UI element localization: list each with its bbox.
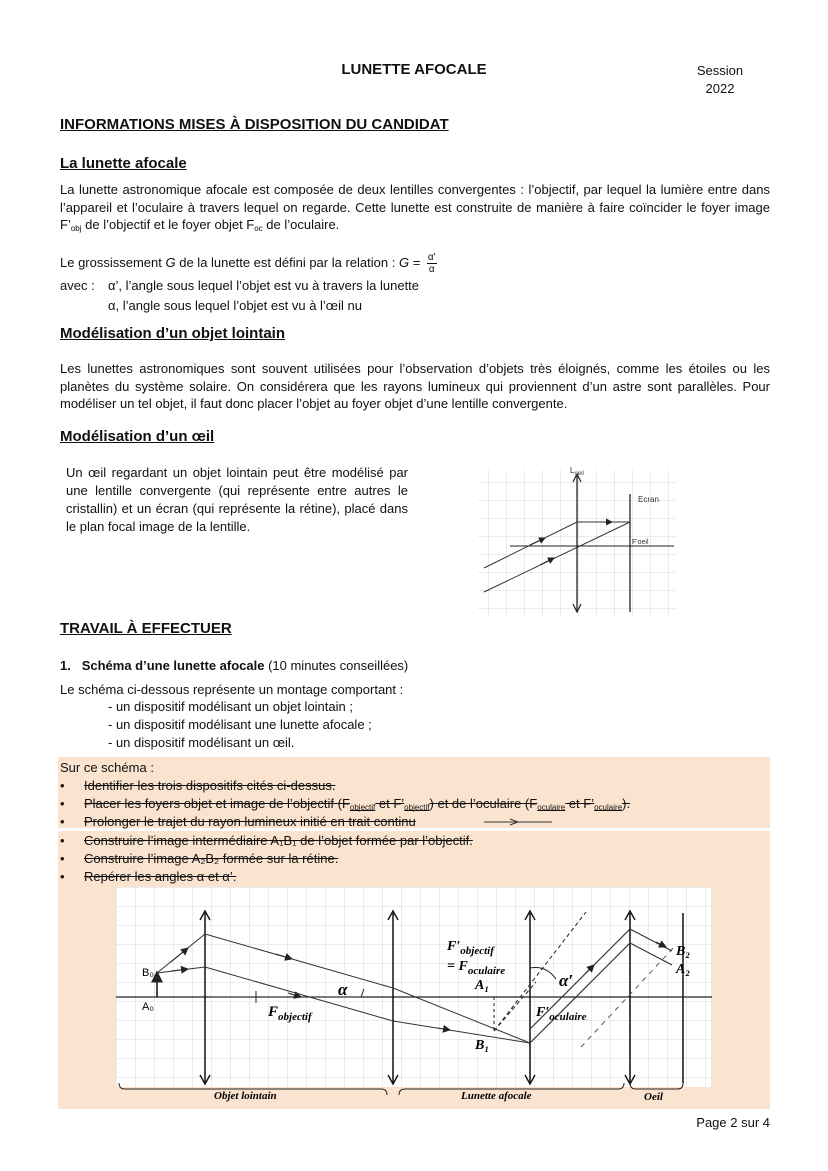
label-A1: A₁ [475, 978, 490, 993]
task-item [60, 850, 338, 869]
label-Fprime-objectif: $F'_{objectif}$ [447, 939, 494, 957]
task-text: ). [622, 796, 631, 811]
travail-heading: TRAVAIL À EFFECTUER [60, 620, 232, 637]
afocal-telescope-diagram [116, 887, 712, 1109]
subscript: objectif [404, 803, 430, 812]
formula-denominator: α [428, 264, 435, 276]
task-text: et F’ [565, 796, 595, 811]
screen-label: Ecran [638, 495, 659, 504]
label-B0: B₀ [142, 967, 154, 979]
text-part: de la lunette est défini par la relation : [175, 255, 399, 270]
subscript: oculaire [594, 803, 623, 812]
task-item [60, 832, 473, 851]
bullet-icon: • [60, 833, 65, 848]
task-item [60, 868, 236, 887]
label-oeil: Oeil [644, 1091, 663, 1103]
question-1-title [60, 658, 408, 673]
list-item: - un dispositif modélisant un objet lointain ; [108, 699, 353, 714]
label-lunette-afocale: Lunette afocale [461, 1090, 532, 1102]
label-strip [116, 1087, 712, 1109]
subscript: oc [254, 224, 263, 233]
intro-text: Le schéma ci-dessous représente un montage comportant : [60, 682, 404, 697]
label-A2: A₂ [676, 962, 691, 977]
formula-lhs: G = [398, 255, 424, 270]
session-year: 2022 [705, 81, 735, 96]
task-text: Identifier les trois dispositifs cités ci-dessus. [84, 778, 336, 793]
text-part: de l’objectif et le foyer objet F [81, 217, 255, 232]
session-label: Session [696, 63, 744, 78]
section-oeil-text: Un œil regardant un objet lointain peut être modélisé par une lentille convergente (qui représente entre autres le cristallin) et un écran (qui représente la rétine), placé dans le plan focal image de la lentille. [66, 465, 408, 534]
question-number: 1. [60, 658, 71, 673]
task-item [60, 813, 416, 832]
list-item: - un dispositif modélisant une lunette afocale ; [108, 717, 372, 732]
section-heading-lunette: La lunette afocale [60, 155, 187, 172]
variable-g: G [165, 255, 176, 270]
label-B1: B₁ [475, 1038, 490, 1053]
lens-label: $L_{oeil}$ [570, 466, 584, 477]
highlight-left [58, 887, 116, 1109]
eye-model-figure [470, 464, 678, 616]
grossissement-line [60, 250, 770, 276]
bullet-icon: • [60, 851, 65, 866]
section-lunette-text [60, 181, 770, 238]
session-block [678, 62, 762, 98]
bullet-icon: • [60, 869, 65, 884]
task-text: Placer les foyers objet et image de l’objectif (F [84, 796, 350, 811]
text-part: de l’oculaire. [262, 217, 340, 232]
question-time: (10 minutes conseillées) [264, 658, 409, 673]
task-text: et F’ [375, 796, 405, 811]
alpha-label: α [338, 980, 348, 999]
avec-label: avec : [60, 278, 95, 293]
sur-schema-label: Sur ce schéma : [60, 760, 154, 775]
label-A0: A₀ [142, 1001, 154, 1013]
document-title: LUNETTE AFOCALE [341, 61, 487, 78]
label-F-objectif: $F_{objectif}$ [268, 1004, 312, 1023]
label-B2: B₂ [676, 944, 691, 959]
task-item [60, 777, 335, 796]
task-text: Construire l’image A₂B₂ formée sur la rétine. [84, 851, 339, 866]
page-number: Page 2 sur 4 [696, 1115, 770, 1130]
label-Fprime-oculaire: $F'_{oculaire}$ [536, 1005, 587, 1023]
info-heading: INFORMATIONS MISES À DISPOSITION DU CANDIDAT [60, 116, 449, 133]
task-text: Construire l’image intermédiaire A₁B₁ de l’objet formée par l’objectif. [84, 833, 473, 848]
subscript: obj [70, 224, 82, 233]
text-part: Le grossissement [60, 255, 166, 270]
section-heading-objet: Modélisation d’un objet lointain [60, 325, 285, 342]
label-F-oculaire: = $F_{oculaire}$ [447, 959, 506, 977]
highlight-right [711, 887, 770, 1109]
question-title: Schéma d’une lunette afocale [81, 658, 265, 673]
section-objet-text: Les lunettes astronomiques sont souvent utilisées pour l’observation d’objets très éloignés, comme les étoiles ou les planètes du système solaire. On considérera que les rayons lumineux qui proviennent d’un astre sont parallèles. Pour modéliser un tel objet, il faut donc placer l’objet au foyer objet d’une lentille convergente. [60, 361, 770, 411]
continuous-ray-icon [482, 818, 554, 826]
bullet-icon: • [60, 778, 65, 793]
label-objet-lointain: Objet lointain [214, 1090, 277, 1102]
alpha-prime-definition: α’, l’angle sous lequel l’objet est vu à travers la lunette [108, 278, 420, 293]
task-text: ) et de l’oculaire (F [429, 796, 538, 811]
task-text: Prolonger le trajet du rayon lumineux initié en trait continu [84, 814, 416, 829]
subscript: objectif [349, 803, 376, 812]
formula-numerator: α' [427, 252, 436, 264]
bullet-icon: • [60, 814, 65, 829]
bullet-icon: • [60, 796, 65, 811]
focus-label: F'oeil [632, 539, 649, 546]
alpha-definition: α, l’angle sous lequel l’objet est vu à l’œil nu [108, 298, 362, 313]
list-item: - un dispositif modélisant un œil. [108, 735, 295, 750]
alpha-prime-label: α′ [559, 971, 574, 990]
section-heading-oeil: Modélisation d’un œil [60, 428, 215, 445]
subscript: oculaire [537, 803, 566, 812]
formula-fraction [427, 252, 437, 275]
task-text: Repérer les angles α et α’. [84, 869, 237, 884]
text-part: La lunette astronomique afocale est composée de deux lentilles convergentes : l’objectif, par lequel la lumière entre dans l’appareil et l’oculaire à travers lequel on regarde. Cette lunette est construite de manière à faire coïncider le foyer image F’ [60, 182, 770, 232]
